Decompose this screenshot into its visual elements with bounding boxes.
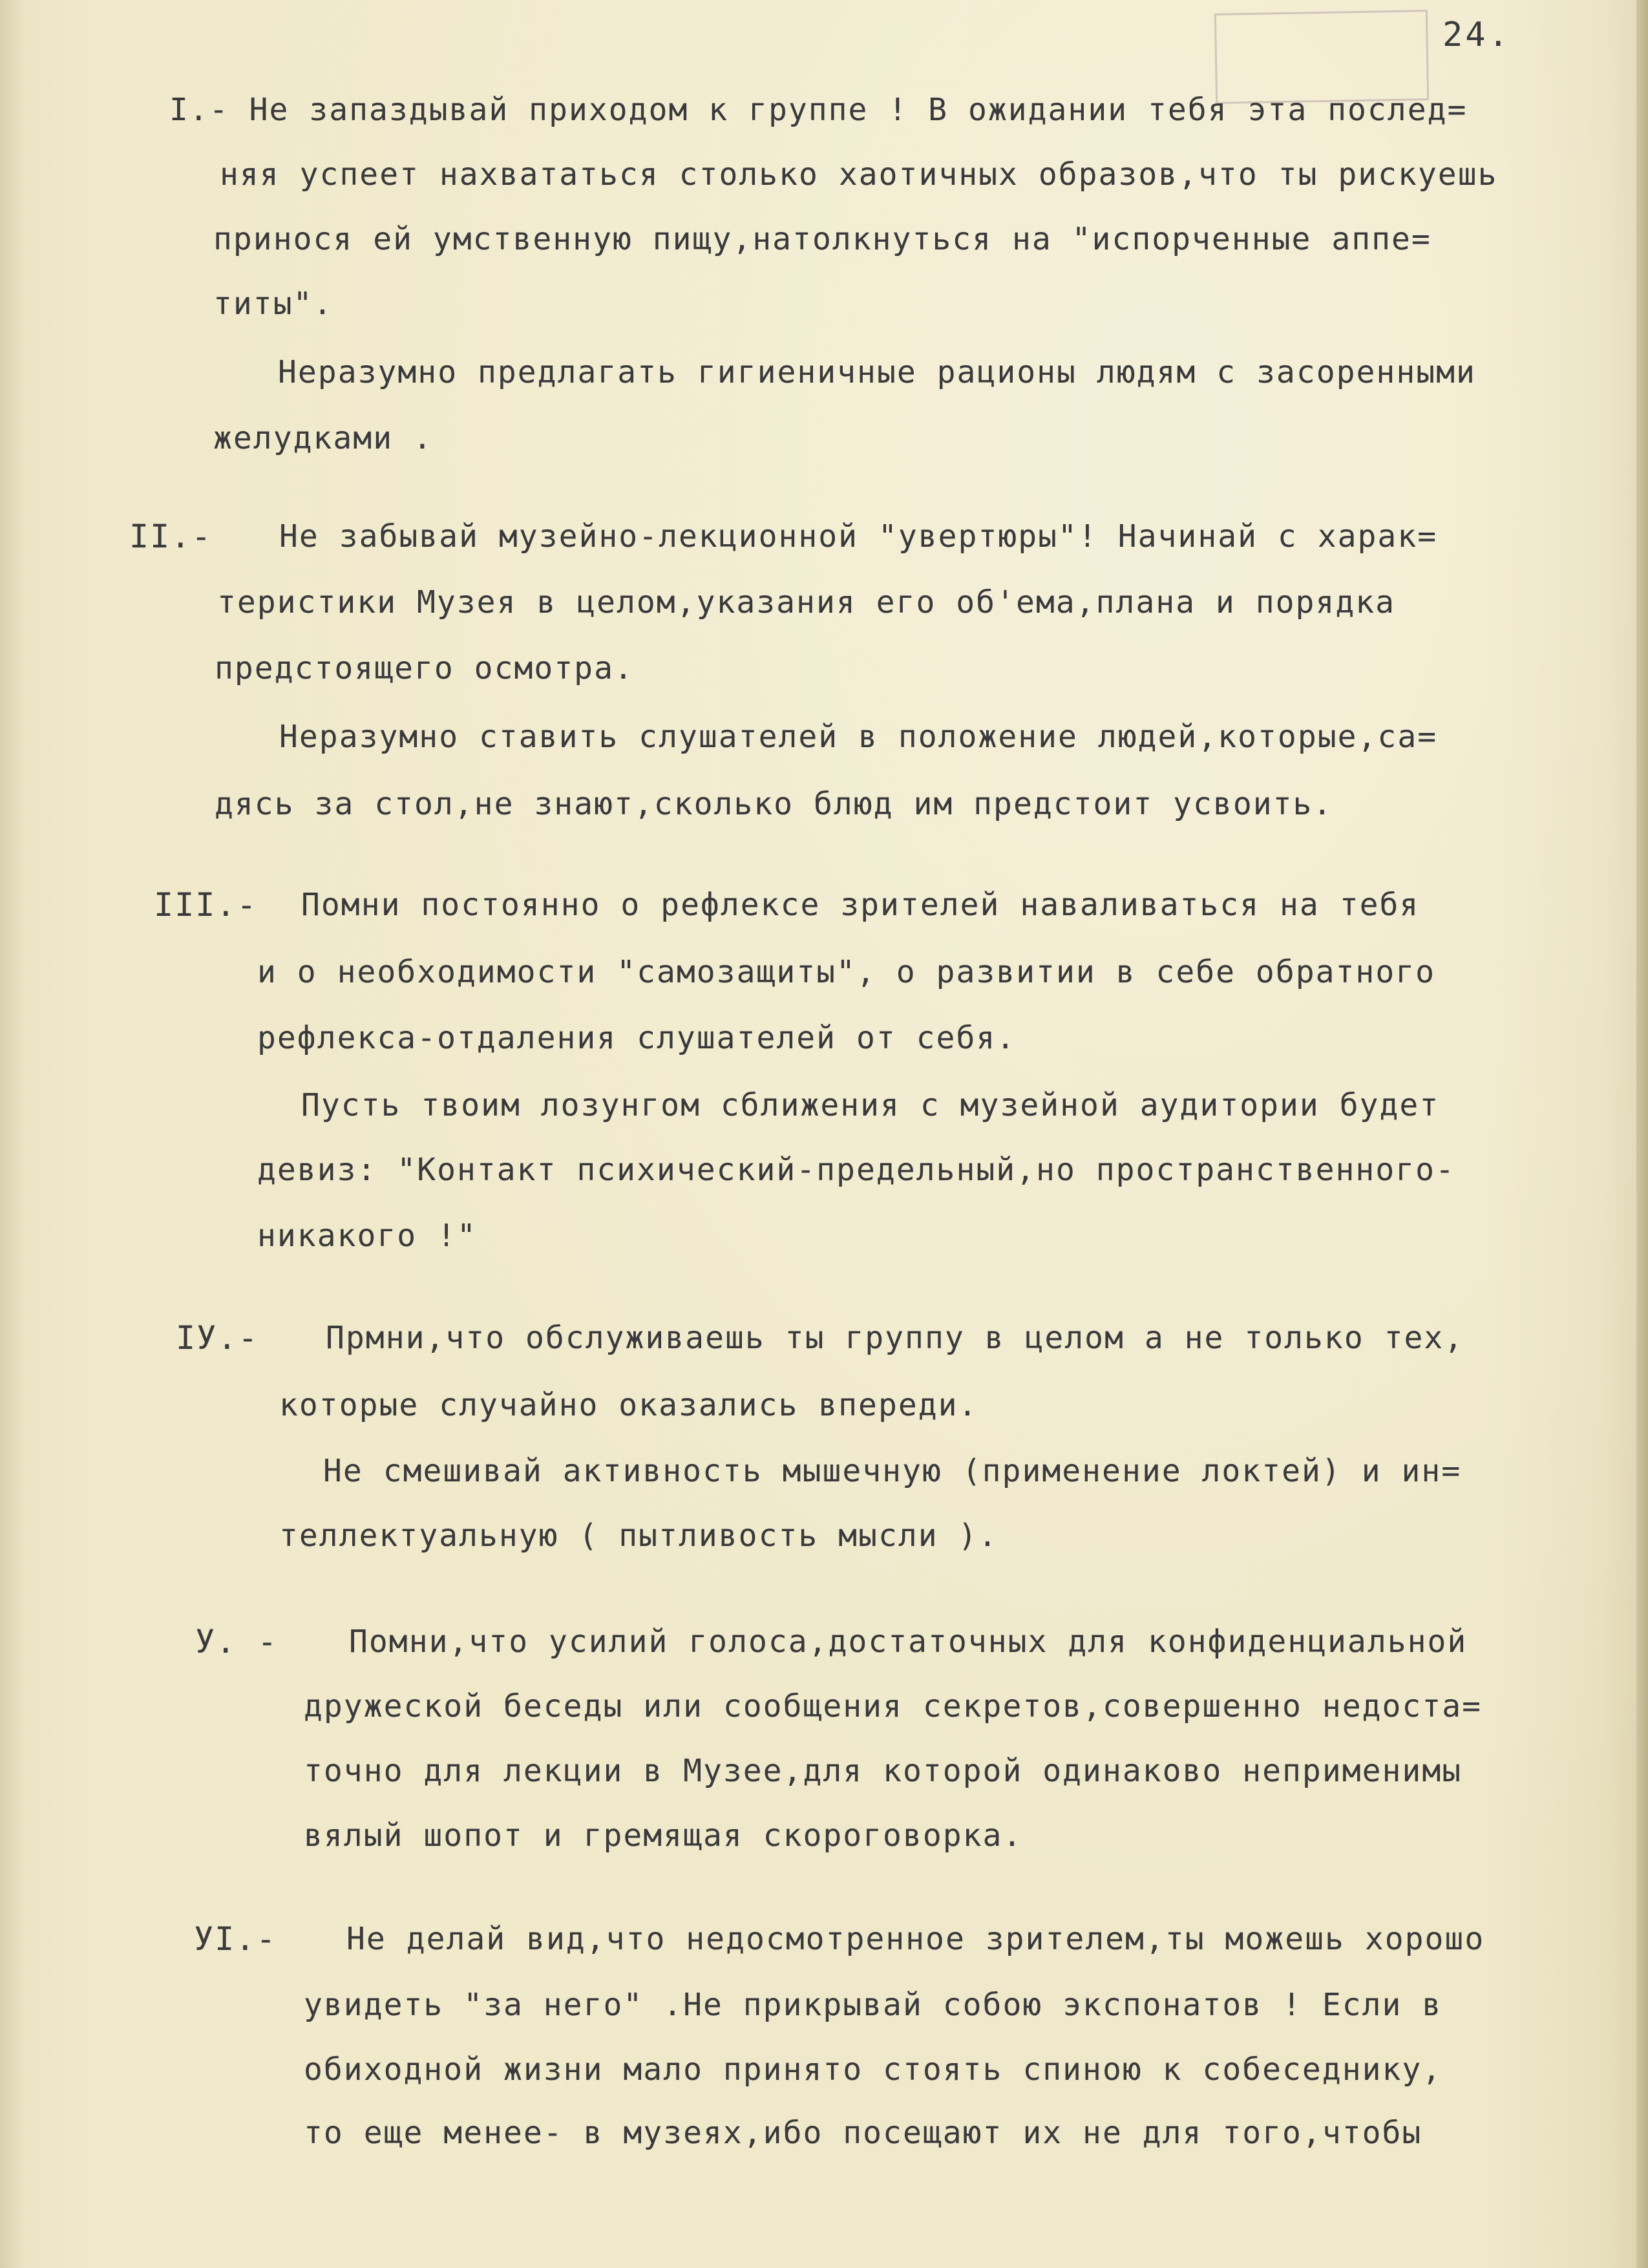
section-5-line-2: дружеской беседы или сообщения секретов,совершенно недоста=: [304, 1688, 1483, 1724]
section-4-line-1: Прмни,что обслуживаешь ты группу в целом а не только тех,: [326, 1320, 1464, 1356]
section-2-line-2: теристики Музея в целом,указания его об'ема,плана и порядка: [217, 584, 1396, 620]
section-5-line-1: Помни,что усилий голоса,достаточных для конфиденциальной: [349, 1624, 1468, 1660]
section-2-line-5: дясь за стол,не знают,сколько блюд им предстоит усвоить.: [215, 786, 1333, 822]
section-1-line-6: желудками .: [213, 420, 433, 456]
section-3-line-4: Пусть твоим лозунгом сближения с музейной аудитории будет: [301, 1087, 1440, 1123]
archive-stamp: [1214, 10, 1429, 104]
section-4-line-4: теллектуальную ( пытливость мысли ).: [279, 1518, 998, 1554]
section-6-line-2: увидеть "за него" .Не прикрывай собою экспонатов ! Если в: [304, 1987, 1442, 2023]
section-4-line-3: Не смешивай активность мышечную (применение локтей) и ин=: [323, 1453, 1462, 1489]
section-5-line-4: вялый шопот и гремящая скороговорка.: [304, 1818, 1023, 1854]
section-3-marker: III.-: [154, 886, 258, 924]
section-2-line-1: Не забывай музейно-лекционной "увертюры"! Начинай с харак=: [279, 518, 1438, 555]
section-2-line-3: предстоящего осмотра.: [215, 650, 634, 686]
section-6-line-3: обиходной жизни мало принято стоять спиною к собеседнику,: [304, 2051, 1442, 2088]
section-3-line-6: никакого !": [257, 1218, 477, 1254]
section-5-marker: У. -: [195, 1623, 279, 1660]
section-1-line-5: Неразумно предлагать гигиеничные рационы людям с засоренными: [278, 354, 1476, 390]
section-6-marker: УI.-: [194, 1920, 277, 1958]
section-4-line-2: которые случайно оказались впереди.: [279, 1387, 978, 1423]
section-6-line-1: Не делай вид,что недосмотренное зрителем,ты можешь хорошо: [346, 1921, 1485, 1957]
section-2-line-4: Неразумно ставить слушателей в положение людей,которые,са=: [279, 719, 1438, 755]
section-3-line-3: рефлекса-отдаления слушателей от себя.: [257, 1020, 1017, 1056]
section-6-line-4: то еще менее- в музеях,ибо посещают их не для того,чтобы: [304, 2115, 1422, 2151]
section-1-line-2: няя успеет нахвататься столько хаотичных образов,что ты рискуешь: [220, 156, 1498, 193]
page-number: 24.: [1442, 16, 1511, 54]
section-5-line-3: точно для лекции в Музее,для которой одинаково неприменимы: [304, 1753, 1463, 1789]
section-1-line-4: титы".: [213, 286, 333, 322]
section-3-line-5: девиз: "Контакт психический-предельный,но пространственного-: [257, 1152, 1455, 1188]
section-1-line-1: I.- Не запаздывай приходом к группе ! В ожидании тебя эта послед=: [169, 92, 1468, 128]
section-1-line-3: принося ей умственную пищу,натолкнуться на "испорченные аппе=: [213, 221, 1431, 257]
section-3-line-1: Помни постоянно о рефлексе зрителей наваливаться на тебя: [301, 887, 1420, 923]
section-3-line-2: и о необходимости "самозащиты", о развитии в себе обратного: [257, 954, 1436, 990]
section-4-marker: IУ.-: [176, 1319, 259, 1357]
page-edge: [1636, 0, 1648, 2268]
section-2-marker: II.-: [129, 518, 213, 555]
